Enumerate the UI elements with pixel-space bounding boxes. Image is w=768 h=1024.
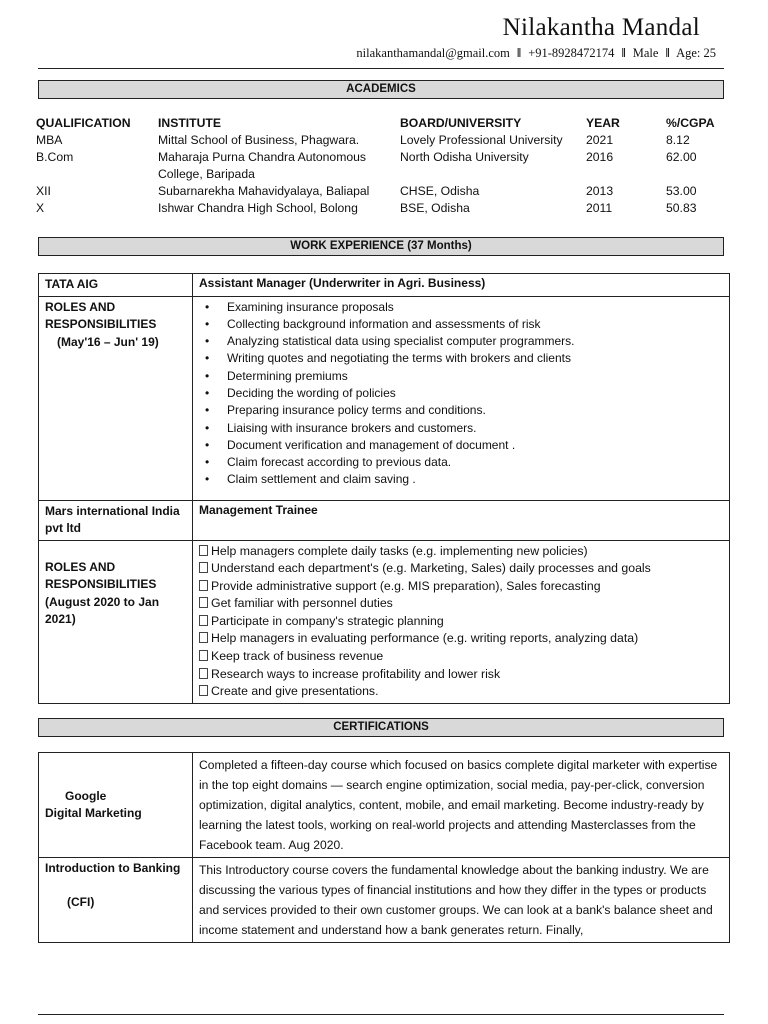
list-item	[199, 666, 723, 684]
score: 53.00	[666, 184, 697, 198]
list-item: • Claim forecast according to previous data.	[227, 454, 723, 471]
score: 8.12	[666, 133, 690, 147]
col-header: %/CGPA	[666, 116, 715, 130]
list-item: • Writing quotes and negotiating the terms with brokers and clients	[227, 350, 723, 367]
qualification: XII	[36, 184, 51, 198]
academics-heading: ACADEMICS	[38, 80, 724, 99]
qualification: X	[36, 201, 45, 215]
list-item: • Analyzing statistical data using specialist computer programmers.	[227, 333, 723, 350]
cert-name-line: (CFI)	[67, 894, 95, 909]
missing-glyph-icon	[199, 668, 208, 679]
score: 62.00	[666, 150, 697, 164]
board: North Odisha University	[400, 150, 529, 164]
missing-glyph-icon	[199, 685, 208, 696]
certification-row	[39, 753, 730, 858]
table-row	[36, 200, 736, 217]
list-item	[199, 683, 723, 701]
work-heading: WORK EXPERIENCE (37 Months)	[38, 237, 724, 256]
table-row	[36, 132, 736, 149]
year: 2021	[586, 133, 614, 147]
certification-name	[39, 753, 193, 858]
job-title: Assistant Manager (Underwriter in Agri. Business)	[193, 274, 730, 297]
table-row	[36, 183, 736, 200]
certification-description: Completed a fifteen-day course which focused on basics complete digital marketer with expertise in the top eight domains — search engine optimization, social media, pay-per-click, conversion optimization, digital analytics, content, mobile, and email marketing. Become industry-ready by learning the latest tools, working on real-world projects and attending Masterclasses from the Facebook team. Aug 2020.	[193, 753, 730, 858]
roles-label: ROLES AND RESPONSIBILITIES	[45, 559, 157, 591]
list-item	[199, 578, 723, 596]
certifications-heading: CERTIFICATIONS	[38, 718, 724, 737]
list-item: • Preparing insurance policy terms and conditions.	[227, 402, 723, 419]
roles-cell	[39, 296, 193, 500]
roles-label: ROLES AND RESPONSIBILITIES	[45, 299, 157, 331]
header-divider	[38, 68, 724, 69]
missing-glyph-icon	[199, 580, 208, 591]
list-item: • Document verification and management of document .	[227, 437, 723, 454]
roles-cell	[39, 540, 193, 703]
qualification: MBA	[36, 133, 63, 147]
institute: Mittal School of Business, Phagwara.	[158, 133, 360, 147]
certification-description: This Introductory course covers the fundamental knowledge about the banking industry. We are discussing the various types of financial institutions and how they differ in the types or products and services provided to their own customer groups. We can look at a bank's balance sheet and income statement and understand how a bank generates return. Finally,	[193, 858, 730, 943]
responsibilities-row	[39, 540, 730, 703]
job-row	[39, 274, 730, 297]
academics-table	[36, 116, 736, 217]
institute: Maharaja Purna Chandra Autonomous College, Baripada	[158, 150, 366, 181]
job-period: (August 2020 to Jan 2021)	[45, 594, 160, 626]
institute: Subarnarekha Mahavidyalaya, Baliapal	[158, 184, 370, 198]
cert-name-line: Google	[65, 788, 107, 803]
cert-name-line: Introduction to Banking	[45, 861, 181, 875]
item-text: Get familiar with personnel duties	[211, 596, 393, 611]
list-item: • Determining premiums	[227, 368, 723, 385]
gender: Male	[632, 46, 659, 60]
col-header: QUALIFICATION	[36, 116, 131, 130]
col-header: YEAR	[586, 116, 620, 130]
certifications-table	[38, 752, 730, 943]
list-item	[199, 595, 723, 613]
board: Lovely Professional University	[400, 133, 563, 147]
table-row	[36, 149, 736, 183]
qualification: B.Com	[36, 150, 74, 164]
list-item: • Collecting background information and assessments of risk	[227, 316, 723, 333]
certification-row	[39, 858, 730, 943]
item-text: Help managers in evaluating performance (e.g. writing reports, analyzing data)	[211, 631, 639, 646]
col-header: INSTITUTE	[158, 116, 221, 130]
responsibilities-cell	[193, 540, 730, 703]
list-item	[199, 648, 723, 666]
email: nilakanthamandal@gmail.com	[356, 46, 510, 60]
contact-line	[356, 46, 716, 61]
col-header: BOARD/UNIVERSITY	[400, 116, 522, 130]
year: 2013	[586, 184, 614, 198]
score: 50.83	[666, 201, 697, 215]
item-text: Understand each department's (e.g. Marketing, Sales) daily processes and goals	[211, 561, 651, 576]
responsibility-list	[199, 299, 723, 489]
item-text: Create and give presentations.	[211, 684, 379, 699]
list-item: • Examining insurance proposals	[227, 299, 723, 316]
list-item: • Liaising with insurance brokers and customers.	[227, 420, 723, 437]
list-item	[199, 543, 723, 561]
company-name: Mars international India pvt ltd	[39, 500, 193, 540]
job-row	[39, 500, 730, 540]
institute: Ishwar Chandra High School, Bolong	[158, 201, 358, 215]
board: CHSE, Odisha	[400, 184, 480, 198]
responsibilities-row	[39, 296, 730, 500]
separator: ‖	[621, 46, 626, 60]
separator: ‖	[665, 46, 670, 60]
missing-glyph-icon	[199, 632, 208, 643]
job-title: Management Trainee	[193, 500, 730, 540]
year: 2011	[586, 201, 613, 215]
list-item	[199, 613, 723, 631]
academics-header-row	[36, 116, 736, 132]
missing-glyph-icon	[199, 562, 208, 573]
footer-divider	[38, 1014, 724, 1015]
separator: ‖	[517, 46, 522, 60]
item-text: Keep track of business revenue	[211, 649, 384, 664]
work-table	[38, 273, 730, 704]
missing-glyph-icon	[199, 597, 208, 608]
year: 2016	[586, 150, 614, 164]
list-item	[199, 630, 723, 648]
responsibilities-cell	[193, 296, 730, 500]
item-text: Help managers complete daily tasks (e.g. implementing new policies)	[211, 543, 588, 558]
phone: +91-8928472174	[528, 46, 615, 60]
age: Age: 25	[676, 46, 716, 60]
item-text: Participate in company's strategic planning	[211, 613, 444, 628]
item-text: Provide administrative support (e.g. MIS preparation), Sales forecasting	[211, 578, 601, 593]
list-item	[199, 560, 723, 578]
missing-glyph-icon	[199, 650, 208, 661]
missing-glyph-icon	[199, 545, 208, 556]
responsibility-list	[199, 543, 723, 701]
company-name: TATA AIG	[39, 274, 193, 297]
job-period: (May'16 – Jun' 19)	[57, 334, 159, 349]
missing-glyph-icon	[199, 615, 208, 626]
candidate-name: Nilakantha Mandal	[502, 14, 700, 41]
board: BSE, Odisha	[400, 201, 470, 215]
cert-name-line: Digital Marketing	[45, 806, 142, 820]
list-item: • Claim settlement and claim saving .	[227, 471, 723, 488]
list-item: • Deciding the wording of policies	[227, 385, 723, 402]
item-text: Research ways to increase profitability and lower risk	[211, 666, 501, 681]
certification-name	[39, 858, 193, 943]
